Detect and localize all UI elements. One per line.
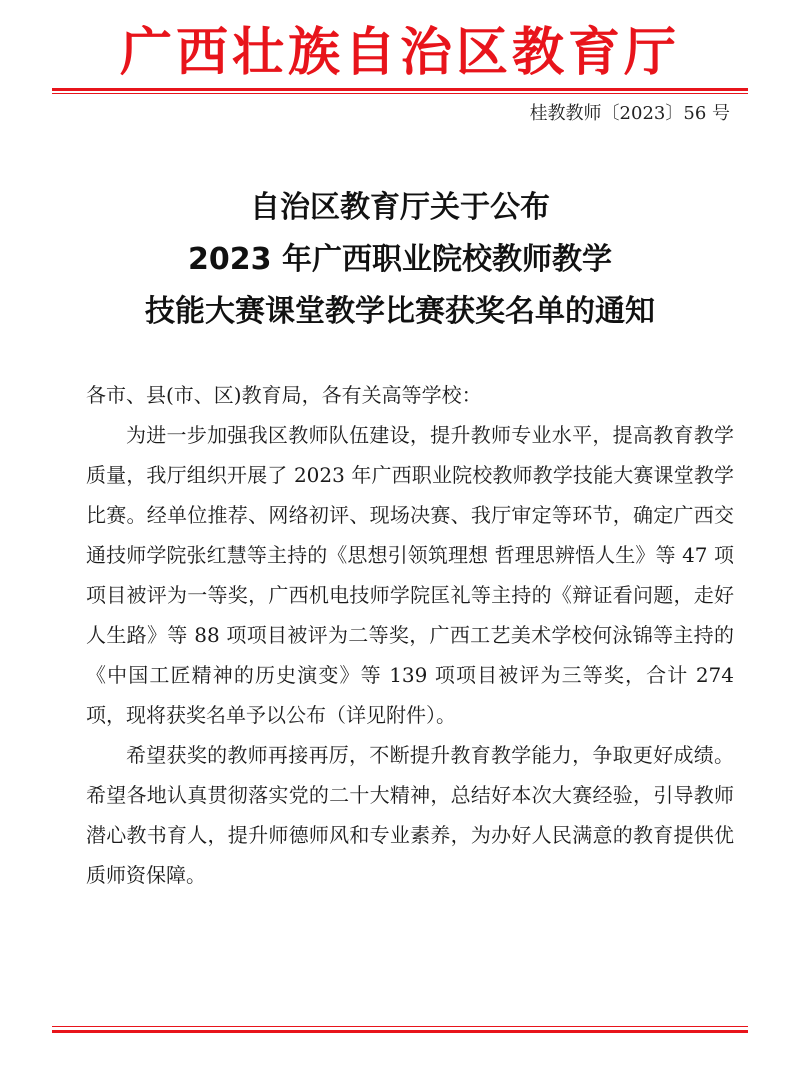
document-body — [86, 375, 734, 895]
document-number: 桂教教师〔2023〕56 号 — [529, 103, 730, 124]
salutation: 各市、县(市、区)教育局，各有关高等学校： — [86, 383, 482, 407]
footer-red-rule-thick — [52, 1030, 748, 1033]
footer-red-rule-thin — [52, 1026, 748, 1027]
title-line-2: 2023 年广西职业院校教师教学 — [188, 242, 612, 277]
masthead-red-rule-thick — [52, 88, 748, 91]
title-line-3: 技能大赛课堂教学比赛获奖名单的通知 — [145, 294, 655, 329]
body-paragraph-2: 希望获奖的教师再接再厉，不断提升教育教学能力，争取更好成绩。希望各地认真贯彻落实党的二十大精神，总结好本次大赛经验，引导教师潜心教书育人，提升师德师风和专业素养，为办好人民满意的教育提供优质师资保障。 — [86, 743, 734, 887]
body-paragraph-1: 为进一步加强我区教师队伍建设，提升教师专业水平，提高教育教学质量，我厅组织开展了 2023 年广西职业院校教师教学技能大赛课堂教学比赛。经单位推荐、网络初评、现场决赛、我厅审定等环节，确定广西交通技师学院张红慧等主持的《思想引领筑理想 哲理思辨悟人生》等 47 项项目被评为一等奖，广西机电技师学院匡礼等主持的《辩证看问题，走好人生路》等 88 项项目被评为二等奖，广西工艺美术学校何泳锦等主持的《中国工匠精神的历史演变》等 139 项项目被评为三等奖，合计 274 项，现将获奖名单予以公布（详见附件）。 — [86, 423, 734, 727]
document-title — [0, 182, 800, 338]
masthead-red-rule-thin — [52, 93, 748, 94]
issuing-authority-masthead: 广西壮族自治区教育厅 — [119, 22, 680, 83]
title-line-1: 自治区教育厅关于公布 — [250, 190, 550, 225]
